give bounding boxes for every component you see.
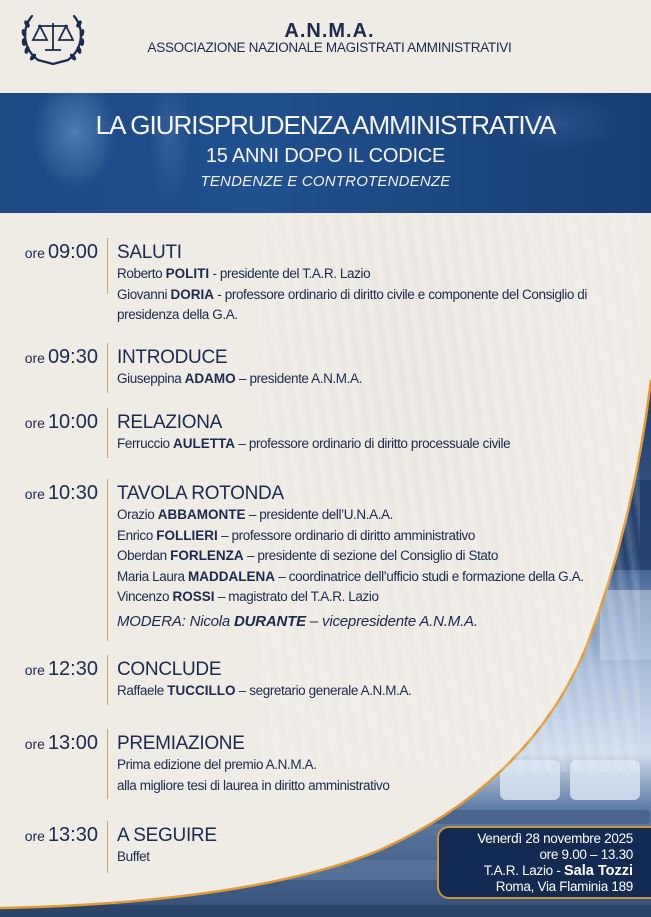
- agenda-time: ore 10:30: [24, 482, 98, 504]
- gold-divider: [107, 238, 108, 294]
- agenda-heading: INTRODUCE: [117, 347, 228, 368]
- speaker-line: Vincenzo ROSSI – magistrato del T.A.R. Lazio: [117, 589, 379, 604]
- speaker-line: Maria Laura MADDALENA – coordinatrice dell’ufficio studi e formazione della G.A.: [117, 568, 584, 584]
- agenda-content: [117, 655, 617, 702]
- event-date: Venerdì 28 novembre 2025: [477, 831, 633, 846]
- gold-divider: [107, 655, 108, 705]
- agenda-heading: CONCLUDE: [117, 659, 222, 680]
- agenda-content: [117, 343, 617, 390]
- event-address: Roma, Via Flaminia 189: [495, 879, 633, 894]
- event-venue: T.A.R. Lazio - Sala Tozzi: [483, 863, 633, 879]
- agenda-time: ore 12:30: [24, 658, 98, 680]
- speaker-line: Giuseppina ADAMO – presidente A.N.M.A.: [117, 371, 362, 386]
- description-line: alla migliore tesi di laurea in diritto amministrativo: [117, 777, 390, 793]
- event-hours: ore 9.00 – 13.30: [539, 847, 633, 862]
- agenda-time: ore 13:30: [24, 824, 98, 846]
- title-banner: [0, 93, 651, 213]
- event-title: LA GIURISPRUDENZA AMMINISTRATIVA: [95, 110, 556, 140]
- event-info-box: [437, 826, 651, 899]
- moderator-line: MODERA: Nicola DURANTE – vicepresidente A.N.M.A.: [117, 612, 478, 630]
- agenda-content: [117, 479, 617, 630]
- org-full-name: ASSOCIAZIONE NAZIONALE MAGISTRATI AMMINISTRATIVI: [147, 40, 512, 55]
- description-line: Buffet: [117, 849, 150, 864]
- agenda-heading: PREMIAZIONE: [117, 733, 245, 754]
- agenda-heading: A SEGUIRE: [117, 825, 217, 846]
- agenda-time: ore 09:30: [24, 346, 98, 368]
- agenda-heading: RELAZIONA: [117, 412, 222, 433]
- event-tagline: TENDENZE E CONTROTENDENZE: [200, 173, 451, 190]
- gold-divider: [107, 479, 108, 641]
- gold-divider: [107, 408, 108, 458]
- org-abbreviation: A.N.M.A.: [284, 20, 375, 42]
- description-line: Prima edizione del premio A.N.M.A.: [117, 757, 317, 772]
- agenda-content: [117, 238, 617, 326]
- ore-label: ore: [24, 245, 45, 261]
- agenda-content: [117, 408, 617, 455]
- gold-divider: [107, 729, 108, 799]
- speaker-line: Oberdan FORLENZA – presidente di sezione del Consiglio di Stato: [117, 548, 498, 563]
- speaker-line: Roberto POLITI - presidente del T.A.R. Lazio: [117, 266, 371, 281]
- speaker-line: Giovanni DORIA - professore ordinario di diritto civile e componente del Consiglio di presidenza della G.A.: [117, 286, 588, 322]
- gold-divider: [107, 343, 108, 393]
- speaker-line: Orazio ABBAMONTE – presidente dell’U.N.A.A.: [117, 507, 394, 522]
- agenda-heading: TAVOLA ROTONDA: [117, 483, 284, 504]
- agenda-time: ore 10:00: [24, 411, 98, 433]
- agenda-content: [117, 729, 617, 796]
- agenda-time: ore 13:00: [24, 732, 98, 754]
- speaker-line: Ferruccio AULETTA – professore ordinario di diritto processuale civile: [117, 436, 511, 451]
- agenda-time: ore 09:00: [24, 241, 98, 263]
- agenda-heading: SALUTI: [117, 242, 182, 263]
- event-subtitle: 15 ANNI DOPO IL CODICE: [205, 145, 446, 167]
- gold-divider: [107, 821, 108, 873]
- speaker-line: Enrico FOLLIERI – professore ordinario di diritto amministrativo: [117, 527, 475, 543]
- speaker-line: Raffaele TUCCILLO – segretario generale A.N.M.A.: [117, 683, 412, 698]
